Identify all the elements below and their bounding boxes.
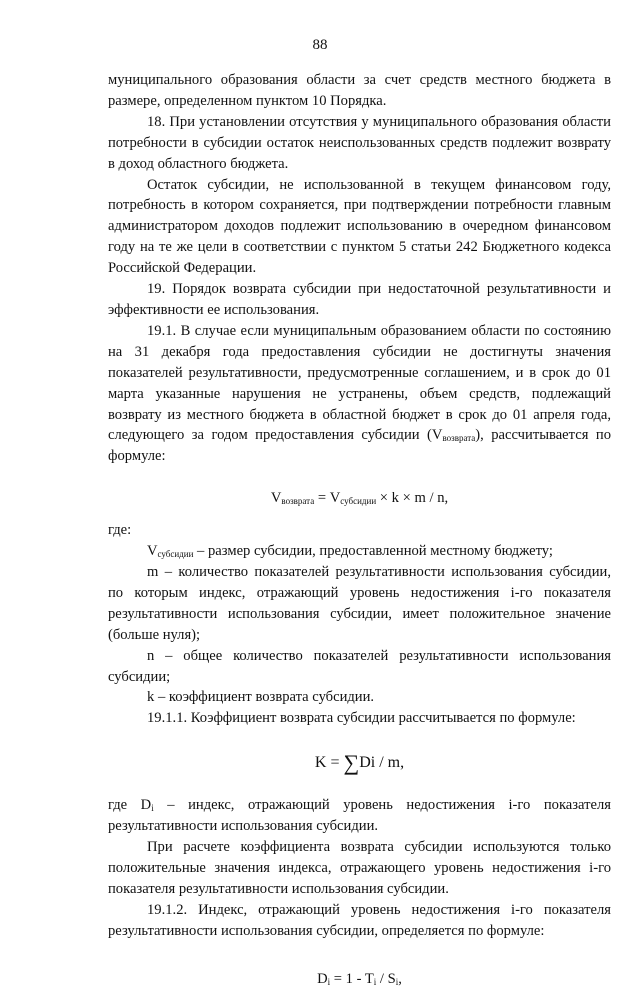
subscript: возврата	[281, 496, 315, 507]
formula-return-volume	[108, 488, 611, 508]
paragraph: муниципального образования области за счет средств местного бюджета в размере, определенном пунктом 10 Порядка.	[108, 72, 611, 109]
definition-text: где D	[108, 797, 152, 814]
paragraph-positive-values: При расчете коэффициента возврата субсидии используются только положительные значения индекса, отражающего уровень недостижения i-го показателя результативности использования субсидии.	[108, 839, 611, 897]
paragraph-19: 19. Порядок возврата субсидии при недостаточной результативности и эффективности ее использования.	[108, 281, 611, 318]
formula-part: K =	[314, 754, 344, 772]
formula-part: = V	[314, 490, 341, 507]
paragraph-19-1-1: 19.1.1. Коэффициент возврата субсидии рассчитывается по формуле:	[147, 710, 576, 727]
subscript: возврата	[442, 433, 476, 444]
formula-index	[108, 969, 611, 989]
formula-part: V	[270, 490, 282, 507]
definition-v-subsidy	[108, 541, 611, 562]
definition-m: m – количество показателей результативности использования субсидии, по которым индекс, отражающий уровень недостижения i-го показателя результативности использования субсидии, имеет положительное значение (больше нуля);	[108, 564, 611, 643]
subscript: i	[327, 976, 331, 987]
paragraph-text: 19.1. В случае если муниципальным образованием области по состоянию на 31 декабря года предоставления субсидии не достигнуты значения показателей результативности, предусмотренные соглашением, и в срок до 01 марта указанные нарушения не устранены, объем средств, подлежащий возврату из местного бюджета в областной бюджет в срок до 01 апреля года, следующего за годом предоставления субсидии (V	[108, 322, 611, 444]
definition-text: – индекс, отражающий уровень недостижения i-го показателя результативности использования субсидии.	[108, 797, 611, 835]
paragraph-19-1-2: 19.1.2. Индекс, отражающий уровень недостижения i-го показателя результативности использования субсидии, определяется по формуле:	[108, 901, 611, 939]
formula-coefficient	[108, 750, 611, 776]
definition-symbol: V	[147, 543, 158, 560]
definition-n: n – общее количество показателей результативности использования субсидии;	[108, 647, 611, 685]
subscript: субсидии	[340, 496, 377, 507]
definition-k: k – коэффициент возврата субсидии.	[147, 689, 375, 706]
where-label: где:	[108, 522, 132, 539]
definition-text: – размер субсидии, предоставленной местному бюджету;	[193, 543, 553, 560]
document-body	[108, 70, 611, 989]
sum-symbol: ∑	[343, 750, 360, 776]
page-number: 88	[312, 37, 328, 53]
formula-part: Di / m,	[359, 754, 405, 772]
subscript: субсидии	[157, 549, 194, 560]
formula-part: ,	[398, 970, 402, 987]
paragraph-remainder: Остаток субсидии, не использованной в текущем финансовом году, потребность в котором сохраняется, при подтверждении потребности главным администратором доходов подлежит использованию в очередном финансовом году на те же цели в соответствии с пунктом 5 статьи 242 Бюджетного кодекса Российской Федерации.	[108, 176, 611, 277]
formula-part: × k × m / n,	[376, 490, 449, 507]
paragraph-18: 18. При установлении отсутствия у муниципального образования области потребности в субсидии остаток неиспользованных средств подлежит возврату в доход областного бюджета.	[108, 113, 611, 172]
subscript: i	[151, 803, 154, 814]
formula-part: / S	[376, 970, 396, 987]
definition-di	[108, 795, 611, 837]
paragraph-19-1	[108, 321, 611, 467]
subscript: i	[373, 976, 377, 987]
formula-part: = 1 - T	[330, 970, 374, 987]
subscript: i	[395, 976, 399, 987]
paragraph-text: ), рассчитывается по формуле:	[108, 427, 611, 465]
formula-part: D	[317, 970, 328, 987]
